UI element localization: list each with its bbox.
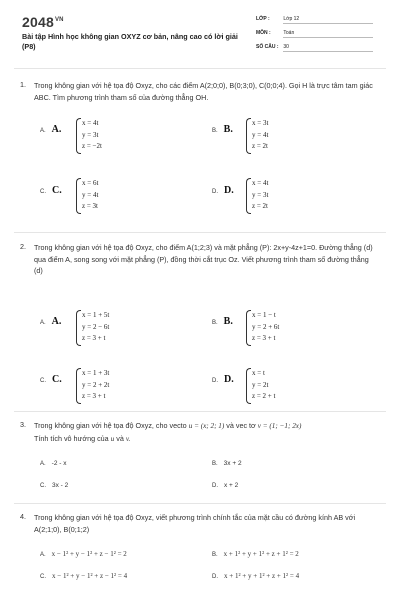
question-text [34,420,379,445]
eq-line: z = 3 + t [82,392,106,400]
eq-line: y = 2 − 6t [82,322,110,331]
option-letter: B. [223,316,233,327]
brace-icon [76,178,81,214]
eq-line: y = 4t [82,190,99,199]
eq-line: y = 4t [252,130,269,139]
option-label: D. [212,574,218,580]
option-label: C. [40,483,46,489]
eq-line: z = 3t [82,202,98,210]
vector-v-symbol: v. [125,434,131,443]
option-a[interactable] [40,124,65,135]
option-letter: A. [51,316,62,327]
option-label: A. [40,461,46,467]
option-label: B. [212,461,218,467]
option-b[interactable] [212,316,237,327]
option-d[interactable] [212,374,238,385]
option-letter: D. [224,185,234,196]
option-value: x + 2 [224,482,239,489]
option-value: x − 1² + y − 1² + z − 1² = 2 [51,550,127,558]
option-label: C. [40,378,46,384]
option-label: D. [212,378,218,384]
vector-u: u = (x; 2; 1) [188,422,225,430]
option-label: A. [40,552,46,558]
socau-label: SỐ CÂU : [256,44,279,50]
option-d[interactable] [212,185,238,196]
option-label: B. [212,552,218,558]
question-text: Trong không gian với hệ tọa độ Oxyz, cho điểm A(1;2;3) và mặt phẳng (P): 2x+y-4z+1=0. Đường thẳng (d) qua điểm A, song song với mặt phẳng (P), đồng thời cắt trục Oz. Viết phương trình tham số đường thẳng (d) [34,243,373,275]
brace-icon [246,310,251,346]
option-value: 3x - 2 [52,482,69,489]
option-label: D. [212,483,218,489]
lop-label: LỚP : [256,16,270,22]
divider [14,232,386,233]
eq-line: z = −2t [82,142,102,150]
meta-mon [256,30,376,38]
divider [14,68,386,69]
option-letter: D. [224,374,234,385]
option-a[interactable] [40,460,66,467]
question-text-part: Tính tích vô hướng của [34,433,109,443]
vector-v: v = (1; −1; 2x) [257,422,302,430]
question-text: Trong không gian với hệ tọa độ Oxyz, cho các điểm A(2;0;0), B(0;3;0), C(0;0;4). Gọi H là trực tâm tam giác ABC. Tìm phương trình tham số của đường thẳng OH. [34,81,373,102]
mon-value: Toán [283,30,373,38]
question-4 [20,512,380,592]
eq-line: y = 3t [252,190,269,199]
eq-line: x = t [252,369,265,377]
brace-icon [246,368,251,404]
option-label: C. [40,189,46,195]
eq-line: x = 4t [252,179,269,187]
eq-line: x = 6t [82,179,99,187]
option-letter: C. [52,185,62,196]
brace-icon [76,118,81,154]
eq-line: z = 3 + t [252,334,276,342]
eq-line: y = 2t [252,380,269,389]
option-a[interactable] [40,316,65,327]
option-value: x + 1² + y + 1² + z + 1² = 2 [223,550,299,558]
eq-line: z = 3 + t [82,334,106,342]
option-value: -2 - x [51,460,67,467]
option-label: C. [40,574,46,580]
question-number: 3. [20,420,26,429]
option-label: B. [212,320,218,326]
eq-line: x = 4t [82,119,99,127]
brace-icon [76,310,81,346]
option-letter: B. [223,124,233,135]
eq-line: z = 2t [252,202,268,210]
brace-icon [76,368,81,404]
question-3 [20,420,380,500]
brace-icon [246,118,251,154]
vector-u-symbol: u [110,434,115,443]
option-b[interactable] [212,550,299,558]
option-a[interactable] [40,550,127,558]
option-letter: A. [51,124,62,135]
question-number: 4. [20,512,26,521]
option-label: D. [212,189,218,195]
question-text: Trong không gian với hệ tọa độ Oxyz, viết phương trình chính tắc của mặt cầu có đường kính AB với A(2;1;0), B(0;1;2) [34,513,356,534]
option-letter: C. [52,374,62,385]
option-value: x + 1² + y + 1² + z + 1² = 4 [224,572,300,580]
header [0,0,400,86]
option-d[interactable] [212,572,299,580]
eq-line: x = 1 − t [252,311,276,319]
mon-label: MÔN : [256,30,271,36]
question-2 [20,242,380,407]
eq-line: y = 2 + 6t [252,322,280,331]
question-number: 1. [20,80,26,89]
eq-line: x = 1 + 3t [82,369,110,377]
question-1 [20,80,380,240]
eq-line: x = 1 + 5t [82,311,110,319]
option-d[interactable] [212,482,238,489]
option-c[interactable] [40,374,66,385]
option-label: A. [40,128,46,134]
logo-suffix: VN [54,17,64,23]
option-c[interactable] [40,185,66,196]
question-number: 2. [20,242,26,251]
eq-line: y = 2 + 2t [82,380,110,389]
option-b[interactable] [212,460,242,467]
page-title: Bài tập Hình học không gian OXYZ cơ bản, nâng cao có lời giải (P8) [22,32,238,51]
eq-line: y = 3t [82,130,99,139]
and-word: và [116,433,124,443]
meta-lop [256,16,376,24]
eq-line: z = 2t [252,142,268,150]
logo-main: 2048 [22,14,54,30]
option-b[interactable] [212,124,237,135]
option-label: B. [212,128,218,134]
eq-line: x = 3t [252,119,269,127]
option-c[interactable] [40,572,127,580]
option-c[interactable] [40,482,68,489]
divider [14,411,386,412]
socau-value: 30 [283,44,373,52]
question-text-part: và vec tơ [226,421,256,430]
brace-icon [246,178,251,214]
option-value: 3x + 2 [223,460,242,467]
option-label: A. [40,320,46,326]
divider [14,503,386,504]
eq-line: z = 2 + t [252,392,276,400]
question-text-part: Trong không gian với hệ tọa độ Oxyz, cho vecto [34,421,187,430]
option-value: x − 1² + y − 1² + z − 1² = 4 [52,572,128,580]
site-logo[interactable] [22,14,64,30]
meta-socau [256,44,376,52]
lop-value: Lớp 12 [283,16,373,24]
